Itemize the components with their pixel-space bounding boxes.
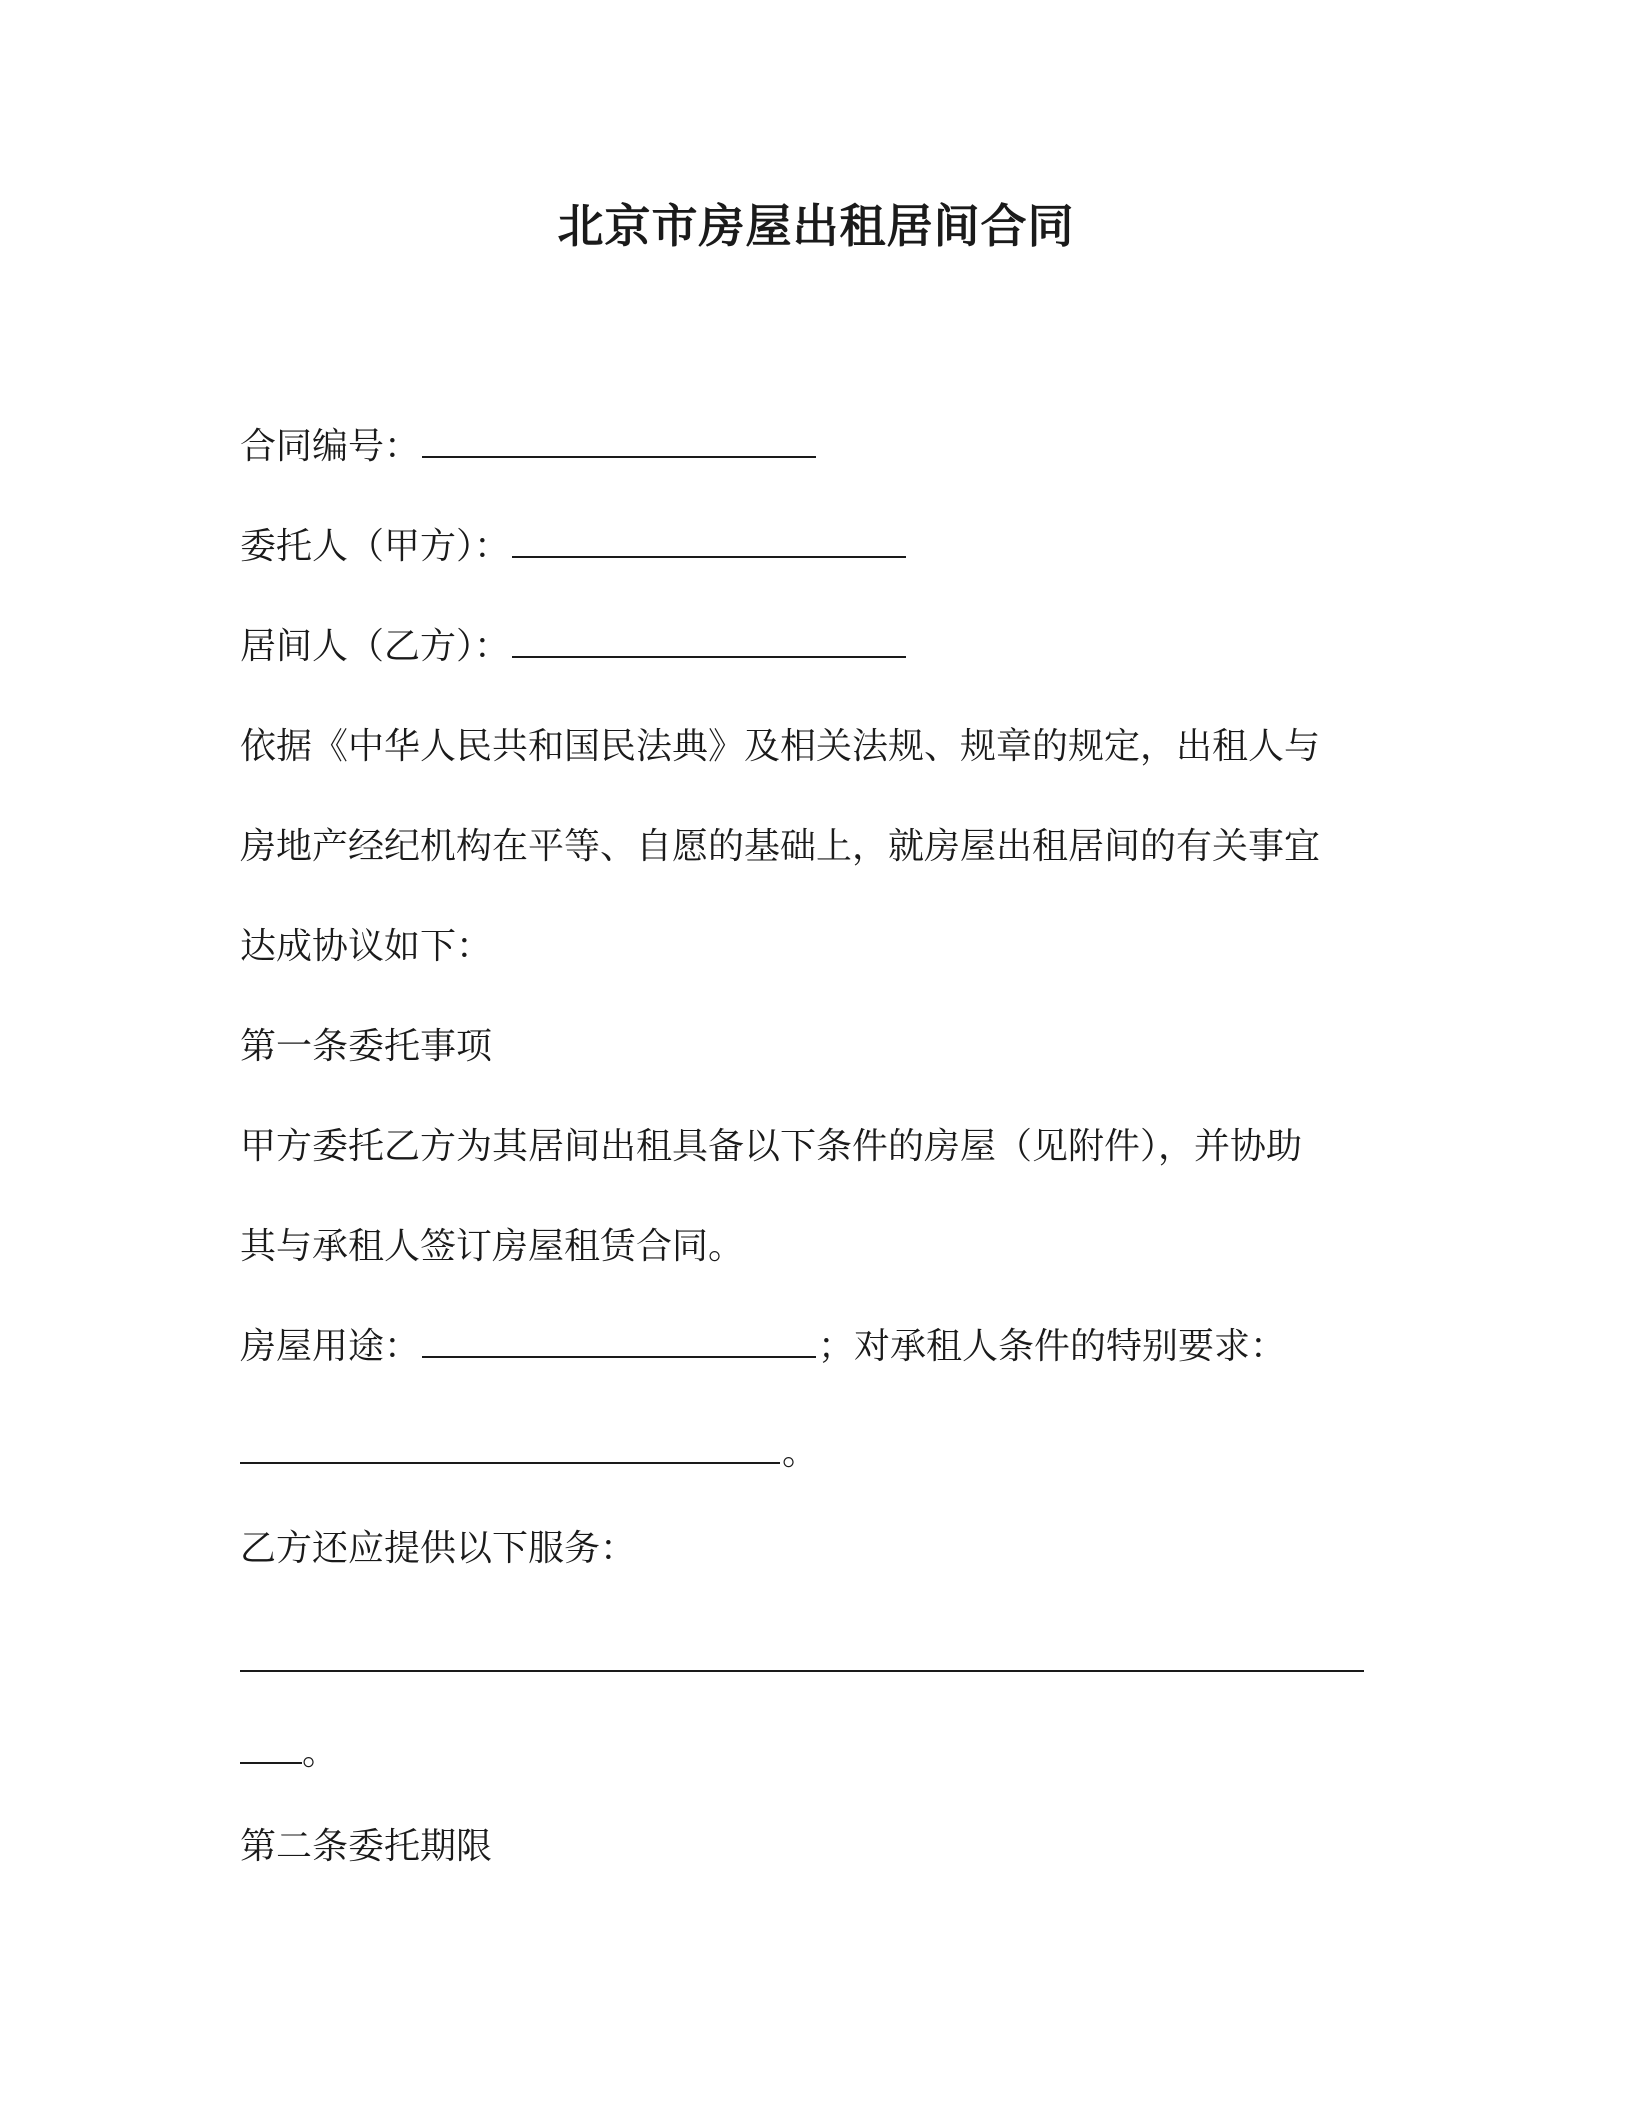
preamble-line-3: 达成协议如下： bbox=[240, 926, 493, 967]
preamble-line-1: 依据《中华人民共和国民法典》及相关法规、规章的规定，出租人与 bbox=[240, 726, 1321, 767]
document-title: 北京市房屋出租居间合同 bbox=[557, 199, 1075, 253]
services-line-2 bbox=[240, 1728, 338, 1778]
requirements-line bbox=[240, 1428, 818, 1478]
services-end: 。 bbox=[302, 1732, 339, 1773]
broker-label: 居间人（乙方）： bbox=[240, 626, 511, 667]
usage-line bbox=[240, 1322, 1286, 1372]
requirements-end: 。 bbox=[782, 1432, 819, 1473]
contract-number-line bbox=[240, 422, 818, 472]
preamble-line-2: 房地产经纪机构在平等、自愿的基础上，就房屋出租居间的有关事宜 bbox=[240, 826, 1321, 867]
services-blank-1[interactable] bbox=[240, 1636, 1364, 1672]
article-1-line-1: 甲方委托乙方为其居间出租具备以下条件的房屋（见附件），并协助 bbox=[240, 1126, 1303, 1167]
requirements-blank[interactable] bbox=[240, 1428, 780, 1464]
broker-line bbox=[240, 622, 908, 672]
usage-blank[interactable] bbox=[422, 1322, 816, 1358]
services-blank-2[interactable] bbox=[240, 1728, 302, 1764]
broker-blank[interactable] bbox=[512, 622, 906, 658]
principal-label: 委托人（甲方）： bbox=[240, 526, 511, 567]
article-1-title: 第一条委托事项 bbox=[240, 1026, 493, 1067]
usage-label: 房屋用途： bbox=[240, 1326, 421, 1367]
usage-suffix: ；对承租人条件的特别要求： bbox=[818, 1326, 1287, 1367]
principal-blank[interactable] bbox=[512, 522, 906, 558]
article-1-line-2: 其与承租人签订房屋租赁合同。 bbox=[240, 1226, 745, 1267]
article-2-title: 第二条委托期限 bbox=[240, 1826, 493, 1867]
principal-line bbox=[240, 522, 908, 572]
contract-number-label: 合同编号： bbox=[240, 426, 421, 467]
services-line-1 bbox=[240, 1636, 1364, 1686]
contract-number-blank[interactable] bbox=[422, 422, 816, 458]
services-label: 乙方还应提供以下服务： bbox=[240, 1528, 637, 1569]
